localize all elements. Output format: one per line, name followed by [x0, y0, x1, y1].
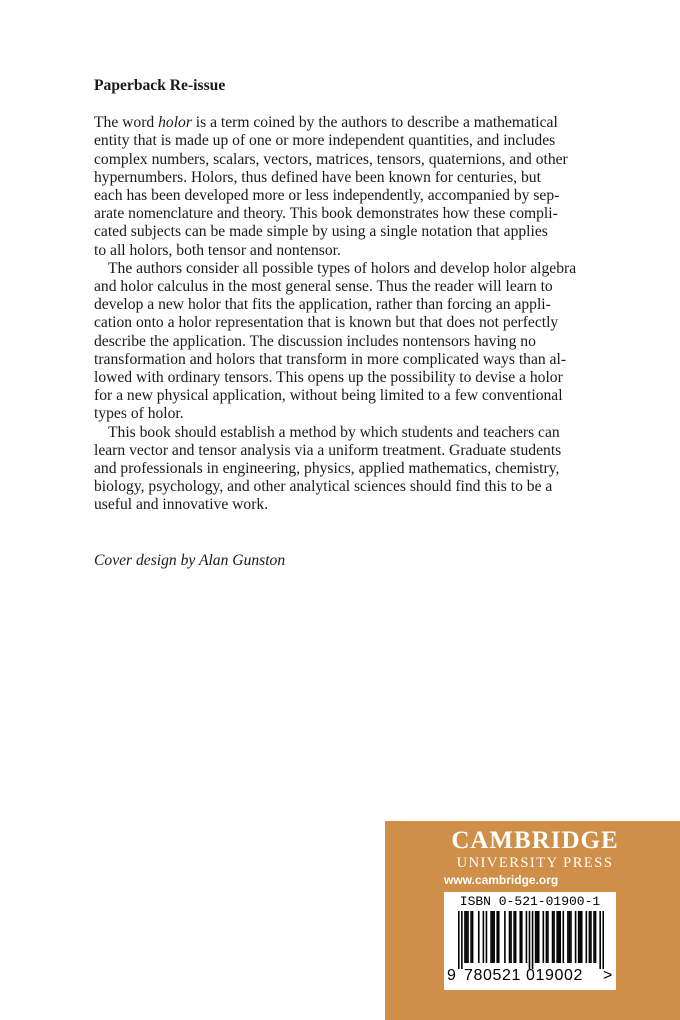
- text-line: to all holors, both tensor and nontensor.: [94, 241, 341, 259]
- barcode-bar: [493, 911, 495, 963]
- barcode-bar: [578, 911, 580, 963]
- barcode-number: 780521 019002: [464, 967, 584, 984]
- barcode-bar: [556, 911, 558, 963]
- text-line: useful and innovative work.: [94, 496, 269, 514]
- text-line: describe the application. The discussion includes nontensors having no: [94, 332, 536, 350]
- barcode-bar: [593, 911, 595, 963]
- barcode-bar: [553, 911, 555, 963]
- text-line: The authors consider all possible types of holors and develop holor algebra: [108, 259, 577, 277]
- barcode-bar: [464, 911, 466, 963]
- publisher-box: [385, 821, 680, 1020]
- barcode-bar: [589, 911, 591, 963]
- text-line: biology, psychology, and other analytical sciences should find this to be a: [94, 478, 553, 496]
- barcode-bar: [547, 911, 549, 963]
- barcode-bar: [599, 911, 601, 969]
- barcode-first-digit: 9: [447, 967, 457, 984]
- barcode-bar: [575, 911, 577, 963]
- barcode-arrow: >: [603, 967, 613, 984]
- back-cover-text: [94, 77, 577, 570]
- paragraph-3: [94, 424, 574, 515]
- cover-credit: Cover design by Alan Gunston: [94, 551, 286, 569]
- barcode-bar: [569, 911, 571, 963]
- barcode-bar: [570, 911, 572, 963]
- isbn-label: ISBN 0-521-01900-1: [459, 894, 601, 909]
- text-line: transformation and holors that transform in more complicated ways than al-: [94, 350, 567, 368]
- barcode-bar: [543, 911, 545, 963]
- barcode-bar: [521, 911, 523, 963]
- text-line: entity that is made up of one or more independent quantities, and includes: [94, 132, 556, 150]
- barcode-bar: [563, 911, 565, 963]
- barcode-bars: [458, 911, 604, 969]
- text-line: for a new physical application, without being limited to a few conventional: [94, 387, 563, 405]
- barcode-bar: [532, 911, 534, 969]
- barcode-bar: [486, 911, 488, 963]
- barcode-bar: [466, 911, 468, 963]
- barcode-bar: [490, 911, 492, 963]
- barcode-bar: [478, 911, 480, 963]
- barcode-bar: [519, 911, 521, 963]
- barcode-bar: [567, 911, 569, 963]
- text-line: develop a new holor that fits the application, rather than forcing an appli-: [94, 296, 551, 314]
- barcode-bar: [559, 911, 561, 963]
- barcode-bar: [602, 911, 604, 969]
- barcode-bar: [461, 911, 463, 969]
- publisher-name: CAMBRIDGE: [451, 827, 619, 854]
- barcode-bar: [590, 911, 592, 963]
- paragraph-2: [94, 259, 577, 424]
- barcode-bar: [470, 911, 472, 963]
- barcode-bar: [536, 911, 538, 963]
- paragraph-1: [94, 114, 574, 260]
- barcode-bar: [504, 911, 506, 963]
- barcode-bar: [483, 911, 485, 963]
- text-line: each has been developed more or less independently, accompanied by sep-: [94, 187, 560, 205]
- publisher-subtitle: UNIVERSITY PRESS: [456, 855, 614, 871]
- barcode-bar: [579, 911, 581, 963]
- barcode-bar: [538, 911, 540, 963]
- text-line: hypernumbers. Holors, thus defined have been known for centuries, but: [94, 168, 541, 186]
- barcode-bar: [529, 911, 531, 969]
- barcode-bar: [581, 911, 583, 963]
- text-line: This book should establish a method by which students and teachers can: [108, 423, 560, 441]
- barcode-bar: [546, 911, 548, 963]
- publisher-url: www.cambridge.org: [444, 873, 559, 887]
- barcode-bar: [496, 911, 498, 963]
- text-line: lowed with ordinary tensors. This opens up the possibility to devise a holor: [94, 369, 563, 387]
- text-line: cation onto a holor representation that is known but that does not perfectly: [94, 314, 559, 332]
- text-line: types of holor.: [94, 405, 184, 423]
- barcode-bar: [595, 911, 597, 963]
- text-line: arate nomenclature and theory. This book demonstrates how these compli-: [94, 205, 558, 223]
- text-line: and holor calculus in the most general sense. Thus the reader will learn to: [94, 278, 553, 296]
- barcode-bar: [510, 911, 512, 963]
- text-line: learn vector and tensor analysis via a uniform treatment. Graduate students: [94, 441, 562, 459]
- barcode-bar: [513, 911, 515, 963]
- barcode-bar: [498, 911, 500, 963]
- barcode-bar: [535, 911, 537, 963]
- text-line: cated subjects can be made simple by using a single notation that applies: [94, 223, 548, 241]
- barcode-bar: [467, 911, 469, 963]
- barcode-bar: [586, 911, 588, 963]
- text-line: and professionals in engineering, physics, applied mathematics, chemistry,: [94, 460, 560, 478]
- barcode-bar: [509, 911, 511, 963]
- barcode-bar: [515, 911, 517, 963]
- barcode-bar: [526, 911, 528, 963]
- text-line: The word holor is a term coined by the authors to describe a mathematical: [94, 114, 558, 132]
- barcode-bar: [552, 911, 554, 963]
- publisher-logo: [445, 827, 625, 871]
- isbn-barcode: [444, 892, 616, 990]
- barcode-bar: [492, 911, 494, 963]
- text-line: complex numbers, scalars, vectors, matrices, tensors, quaternions, and other: [94, 150, 568, 168]
- heading: Paperback Re-issue: [94, 77, 226, 94]
- barcode-bar: [558, 911, 560, 963]
- barcode-bar: [458, 911, 460, 969]
- barcode-bar: [472, 911, 474, 963]
